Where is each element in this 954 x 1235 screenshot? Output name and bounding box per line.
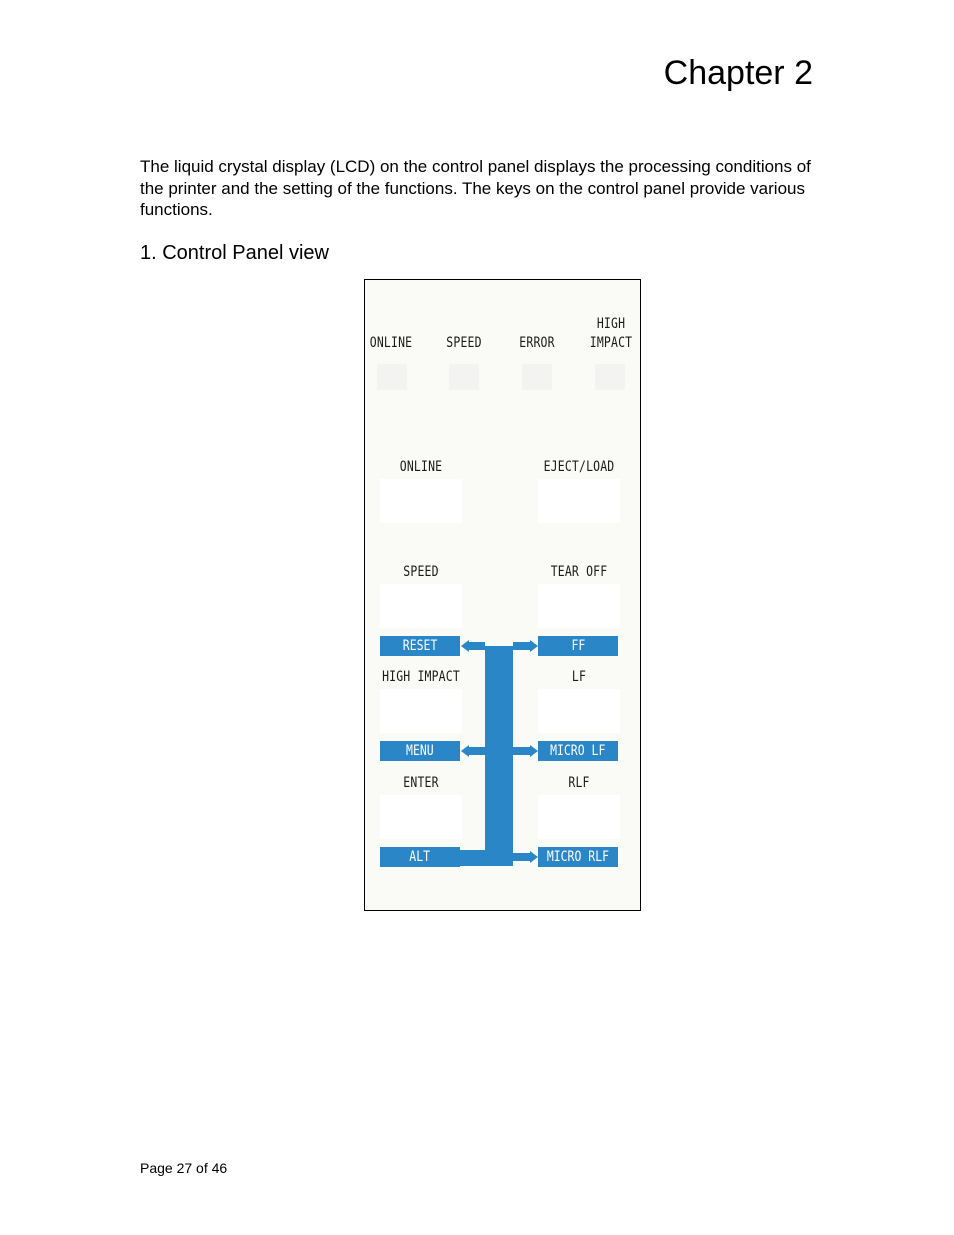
connector-ff [513,642,531,650]
intro-paragraph: The liquid crystal display (LCD) on the control panel displays the processing conditions of the printer and the setting of the functions. The keys on the control panel provide various functions. [140,157,811,219]
alt-label-micro-lf: MICRO LF [538,741,618,761]
indicator-lamp-error [522,364,552,390]
speed-key[interactable] [380,584,462,628]
key-label-rlf: RLF [568,775,590,791]
page-number: Page 27 of 46 [140,1160,228,1176]
arrow-to-micro-lf [530,745,538,757]
indicator-label-speed: SPEED [446,335,482,351]
indicator-label-error: ERROR [519,335,555,351]
rlf-key[interactable] [538,795,620,839]
indicator-label-impact: IMPACT [589,335,633,351]
indicator-label-online: ONLINE [369,335,413,351]
indicator-lamp-speed [449,364,479,390]
arrow-to-micro-rlf [530,851,538,863]
online-key[interactable] [380,479,462,523]
key-label-online: ONLINE [399,459,443,475]
lf-key[interactable] [538,689,620,733]
chapter-title: Chapter 2 [663,54,813,92]
alt-label-ff: FF [538,636,618,656]
alt-label-reset: RESET [380,636,460,656]
key-label-lf: LF [571,669,587,685]
alt-label-micro-rlf: MICRO RLF [538,847,618,867]
indicator-lamp-online [377,364,407,390]
alt-label-alt: ALT [380,847,460,867]
key-label-high-impact: HIGH IMPACT [382,669,460,685]
indicator-label-high: HIGH [596,316,626,332]
high-impact-key[interactable] [380,689,462,733]
key-label-enter: ENTER [403,775,439,791]
alt-label-menu: MENU [380,741,460,761]
connector-reset [468,642,485,650]
enter-key[interactable] [380,795,462,839]
connector-micro-rlf [513,853,531,861]
key-label-tear-off: TEAR OFF [550,564,608,580]
key-label-speed: SPEED [403,564,439,580]
alt-connector-bottom [460,850,513,866]
arrow-to-reset [461,640,469,652]
alt-connector-vertical [485,646,513,866]
connector-menu [468,747,485,755]
eject-load-key[interactable] [538,479,620,523]
connector-micro-lf [513,747,531,755]
section-heading: 1. Control Panel view [140,242,329,264]
indicator-lamp-high-impact [595,364,625,390]
key-label-eject-load: EJECT/LOAD [543,459,615,475]
arrow-to-ff [530,640,538,652]
tear-off-key[interactable] [538,584,620,628]
control-panel-figure [364,279,641,911]
arrow-to-menu [461,745,469,757]
